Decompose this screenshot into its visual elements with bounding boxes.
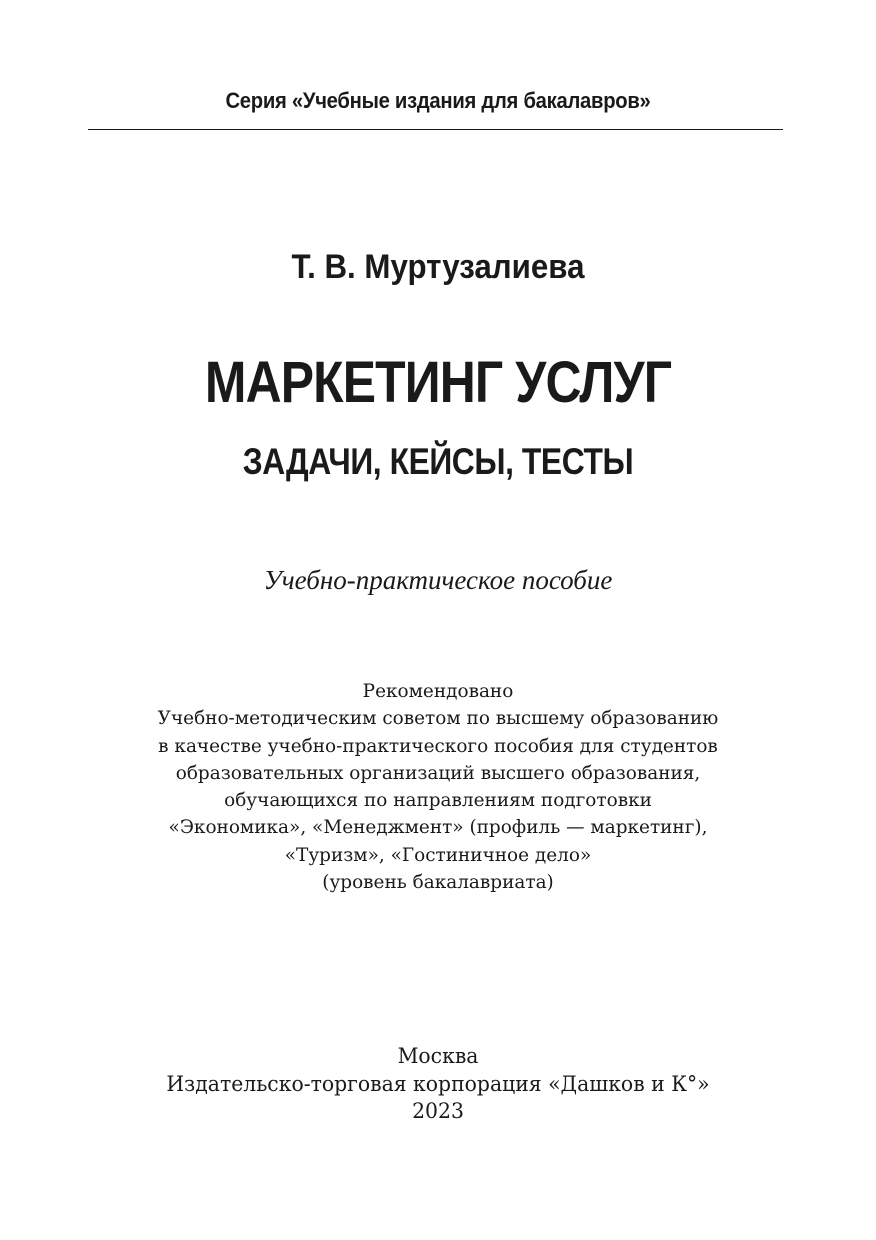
series-heading: Серия «Учебные издания для бакалавров» — [225, 88, 651, 113]
recommendation-line: «Туризм», «Гостиничное дело» — [284, 843, 592, 866]
recommendation-line: «Экономика», «Менеджмент» (профиль — маркетинг), — [168, 816, 708, 839]
recommendation-block — [13, 678, 863, 896]
recommendation-line: Рекомендовано — [362, 680, 514, 702]
recommendation-line: в качестве учебно-практического пособия для студентов — [158, 734, 718, 757]
recommendation-line: образовательных организаций высшего образования, — [175, 761, 701, 784]
recommendation-line: (уровень бакалавриата) — [322, 871, 554, 894]
recommendation-line: обучающихся по направлениям подготовки — [224, 789, 652, 812]
author-name: Т. В. Муртузалиева — [291, 248, 585, 286]
book-subtitle: ЗАДАЧИ, КЕЙСЫ, ТЕСТЫ — [242, 441, 634, 482]
book-title: МАРКЕТИНГ УСЛУГ — [204, 350, 672, 415]
recommendation-line: Учебно-методическим советом по высшему образованию — [157, 707, 719, 730]
imprint-block — [13, 1043, 863, 1126]
imprint-year: 2023 — [412, 1099, 464, 1123]
imprint-publisher: Издательско-торговая корпорация «Дашков и К°» — [166, 1071, 710, 1096]
series-divider — [88, 129, 783, 130]
imprint-city: Москва — [397, 1044, 479, 1068]
publication-type: Учебно-практическое пособие — [263, 565, 613, 595]
